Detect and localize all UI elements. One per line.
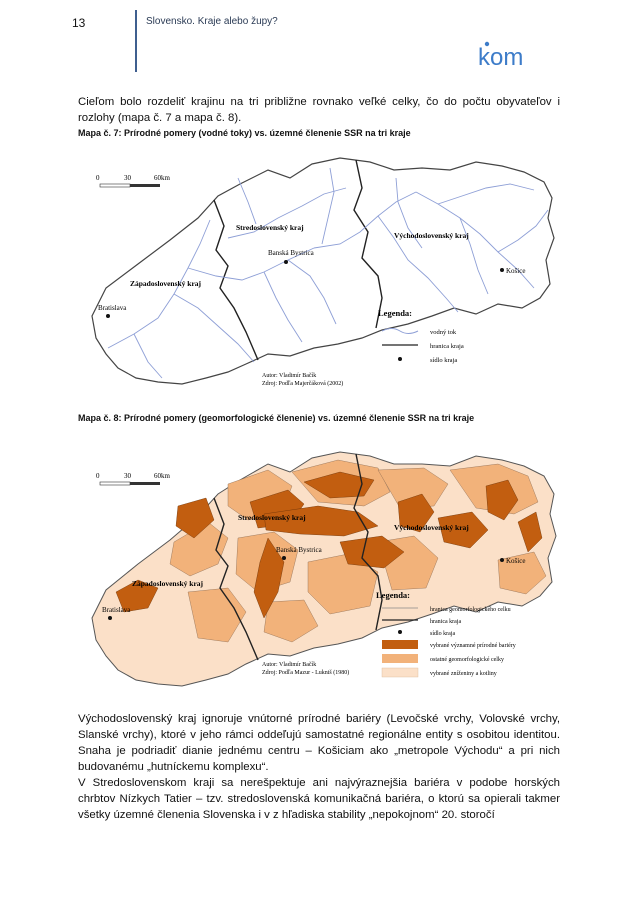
map7-country-outline	[92, 158, 554, 384]
map7-figure	[78, 148, 562, 388]
city-marker	[108, 616, 112, 620]
scale-label: 60km	[154, 472, 170, 480]
legend-swatch-barrier	[382, 640, 418, 649]
legend-swatch-city	[398, 630, 402, 634]
map8-scale-bar	[96, 472, 171, 485]
map7-credit: Zdroj: Podľa Majerčáková (2002)	[262, 381, 344, 387]
scale-label: 30	[124, 174, 131, 182]
region-label-central: Stredoslovenský kraj	[236, 223, 304, 232]
map7-scale-bar	[96, 174, 171, 187]
legend-item: sídlo kraja	[430, 357, 458, 364]
city-marker	[106, 314, 110, 318]
logo-text: kom	[478, 44, 524, 70]
scale-label: 0	[96, 174, 100, 182]
legend-title: Legenda:	[376, 590, 410, 600]
scale-label: 60km	[154, 174, 170, 182]
region-label-east: Východoslovenský kraj	[394, 231, 469, 240]
legend-item: hranica kraja	[430, 619, 462, 625]
legend-item: sídlo kraja	[430, 631, 456, 637]
region-label-west: Západoslovenský kraj	[130, 279, 202, 288]
city-marker	[500, 558, 504, 562]
city-label: Košice	[506, 557, 526, 565]
header-divider	[135, 10, 137, 72]
legend-item: ostatné geomorfologické celky	[430, 657, 504, 663]
city-marker	[282, 556, 286, 560]
city-label: Banská Bystrica	[268, 249, 314, 257]
map8-credit: Zdroj: Podľa Mazur - Lukniš (1980)	[262, 670, 350, 676]
region-label-central: Stredoslovenský kraj	[238, 513, 306, 522]
legend-swatch-city	[398, 357, 402, 361]
scale-label: 0	[96, 472, 100, 480]
city-label: Banská Bystrica	[276, 546, 322, 554]
legend-swatch-river	[382, 329, 418, 334]
legend-item: vodný tok	[430, 329, 457, 336]
legend-item: hranica kraja	[430, 343, 464, 350]
map7-caption: Mapa č. 7: Prírodné pomery (vodné toky) vs. územné členenie SSR na tri kraje	[78, 128, 411, 138]
map8-figure	[78, 442, 562, 696]
legend-item: hranica geomorfologického celku	[430, 607, 511, 613]
city-label: Košice	[506, 267, 526, 275]
city-marker	[500, 268, 504, 272]
map7	[78, 148, 562, 388]
east-region-paragraph: Východoslovenský kraj ignoruje vnútorné prírodné bariéry (Levočské vrchy, Volovské vrchy, Slanské vrchy), ktoré v jeho rámci oddeľujú samostatné regionálne entity s osobitou identitou. Snaha je podriadiť dianie jednému centru – Košiciam ako „metropole Východu“ a pri nich budovanému „hutníckemu komplexu“.	[78, 713, 560, 773]
map8-credit: Autor: Vladimír Bačík	[262, 662, 317, 668]
city-label: Bratislava	[102, 606, 131, 614]
page-number: 13	[72, 16, 86, 30]
region-label-east: Východoslovenský kraj	[394, 523, 469, 532]
scale-label: 30	[124, 472, 131, 480]
header-title: Slovensko. Kraje alebo župy?	[146, 16, 278, 27]
city-label: Bratislava	[98, 304, 127, 312]
legend-item: vybrané zníženiny a kotliny	[430, 671, 497, 677]
legend-swatch-other	[382, 654, 418, 663]
legend-item: vybrané významné prírodné bariéry	[430, 643, 516, 649]
intro-paragraph: Cieľom bolo rozdeliť krajinu na tri približne rovnako veľké celky, čo do počtu obyvateľov i rozlohy (mapa č. 7 a mapa č. 8).	[78, 96, 560, 124]
region-label-west: Západoslovenský kraj	[132, 579, 204, 588]
legend-title: Legenda:	[378, 308, 412, 318]
kom-logo	[478, 40, 526, 70]
map7-credit: Autor: Vladimír Bačík	[262, 373, 317, 379]
legend-swatch-lowland	[382, 668, 418, 677]
city-marker	[284, 260, 288, 264]
central-region-paragraph: V Stredoslovenskom kraji sa nerešpektuje ani najvýraznejšia bariéra v podobe horských chrbtov Nízkych Tatier – tzv. stredoslovenská komunikačná bariéra, o ktorú sa opierali takmer všetky územné členenia Slovenska i v z hľadiska stability „nepokojnom“ 20. storočí	[78, 777, 560, 821]
map8-caption: Mapa č. 8: Prírodné pomery (geomorfologické členenie) vs. územné členenie SSR na tri kraje	[78, 413, 475, 423]
map8	[78, 442, 562, 696]
